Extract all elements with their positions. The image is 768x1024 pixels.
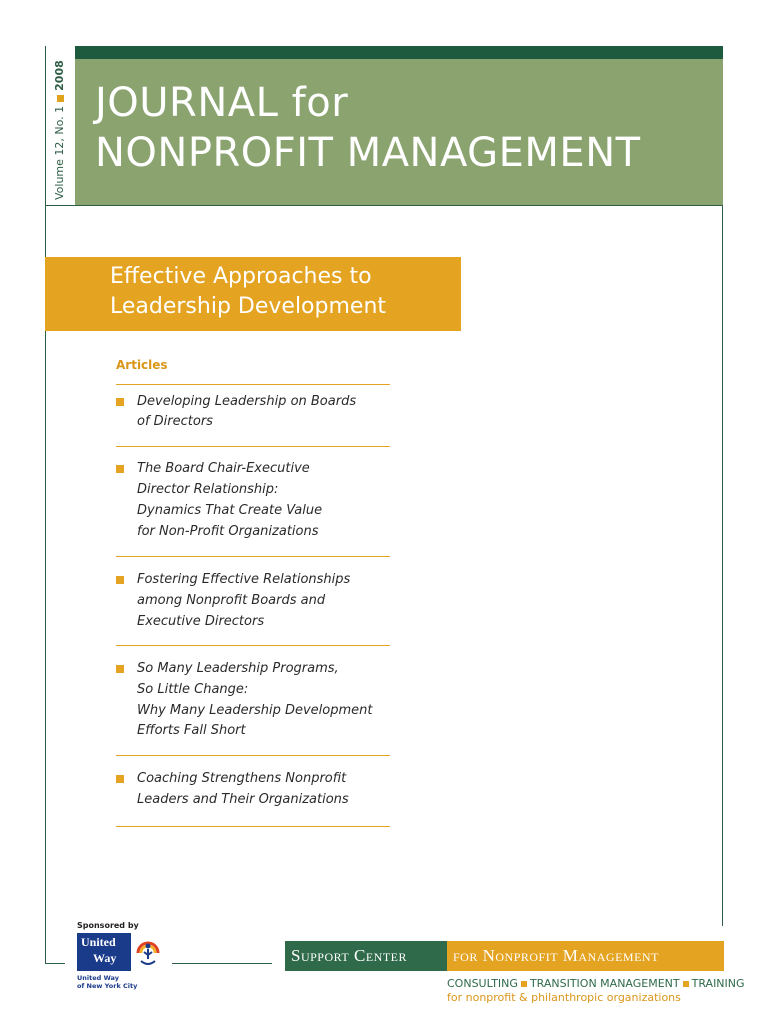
bullet-icon (116, 576, 124, 584)
article-separator (116, 645, 390, 646)
article-5-line: Coaching Strengthens Nonprofit (137, 771, 347, 786)
article-5-line: Leaders and Their Organizations (137, 792, 349, 807)
article-4-line: So Little Change: (137, 682, 249, 697)
united-way-sub1: United Way (77, 974, 119, 982)
volume-label (53, 60, 66, 200)
bottom-frame-line (172, 963, 272, 964)
article-2-line: for Non-Profit Organizations (137, 524, 319, 539)
square-icon (57, 95, 64, 102)
issue-theme-line2: Leadership Development (110, 294, 387, 319)
united-way-sub2: of New York City (77, 982, 138, 990)
article-3-line: Executive Directors (137, 614, 265, 629)
square-icon (683, 981, 689, 987)
header-top-bar (75, 46, 723, 59)
bullet-icon (116, 398, 124, 406)
united-way-logo (77, 933, 163, 971)
bullet-icon (116, 665, 124, 673)
article-separator (116, 384, 390, 385)
bullet-icon (116, 775, 124, 783)
journal-title-line2: NONPROFIT MANAGEMENT (95, 130, 641, 176)
article-separator (116, 556, 390, 557)
volume-year: 2008 (53, 60, 66, 91)
header-divider (45, 205, 723, 206)
issue-theme-line1: Effective Approaches to (110, 264, 372, 289)
tagline-item: CONSULTING (447, 977, 518, 990)
volume-number: Volume 12, No. 1 (53, 105, 66, 200)
article-3-line: Fostering Effective Relationships (137, 572, 351, 587)
left-frame-line (45, 46, 46, 964)
square-icon (521, 981, 527, 987)
journal-title-line1: JOURNAL for (95, 80, 349, 126)
tagline-item: TRAINING (691, 977, 745, 990)
article-4-line: Efforts Fall Short (137, 723, 246, 738)
article-3-line: among Nonprofit Boards and (137, 593, 326, 608)
tagline-item: TRANSITION MANAGEMENT (529, 977, 680, 990)
support-center-name: Support Center (291, 946, 407, 965)
article-separator (116, 826, 390, 827)
bullet-icon (116, 465, 124, 473)
article-1-line: of Directors (137, 414, 213, 429)
article-1-line: Developing Leadership on Boards (137, 394, 357, 409)
bottom-frame-line (45, 963, 65, 964)
article-2-line: Director Relationship: (137, 482, 279, 497)
support-center-subname: for Nonprofit Management (453, 946, 659, 965)
article-separator (116, 446, 390, 447)
article-2-line: Dynamics That Create Value (137, 503, 323, 518)
publisher-tagline-services (447, 977, 745, 990)
sponsored-by-label: Sponsored by (77, 921, 139, 930)
publisher-tagline-audience: for nonprofit & philanthropic organizations (447, 991, 681, 1004)
article-2-line: The Board Chair-Executive (137, 461, 310, 476)
article-4-line: Why Many Leadership Development (137, 703, 373, 718)
united-way-logo-text: Way (93, 951, 117, 965)
article-separator (116, 755, 390, 756)
hand-rainbow-icon (135, 935, 161, 969)
united-way-logo-text: United (81, 935, 116, 949)
articles-heading: Articles (116, 358, 168, 372)
article-4-line: So Many Leadership Programs, (137, 661, 339, 676)
